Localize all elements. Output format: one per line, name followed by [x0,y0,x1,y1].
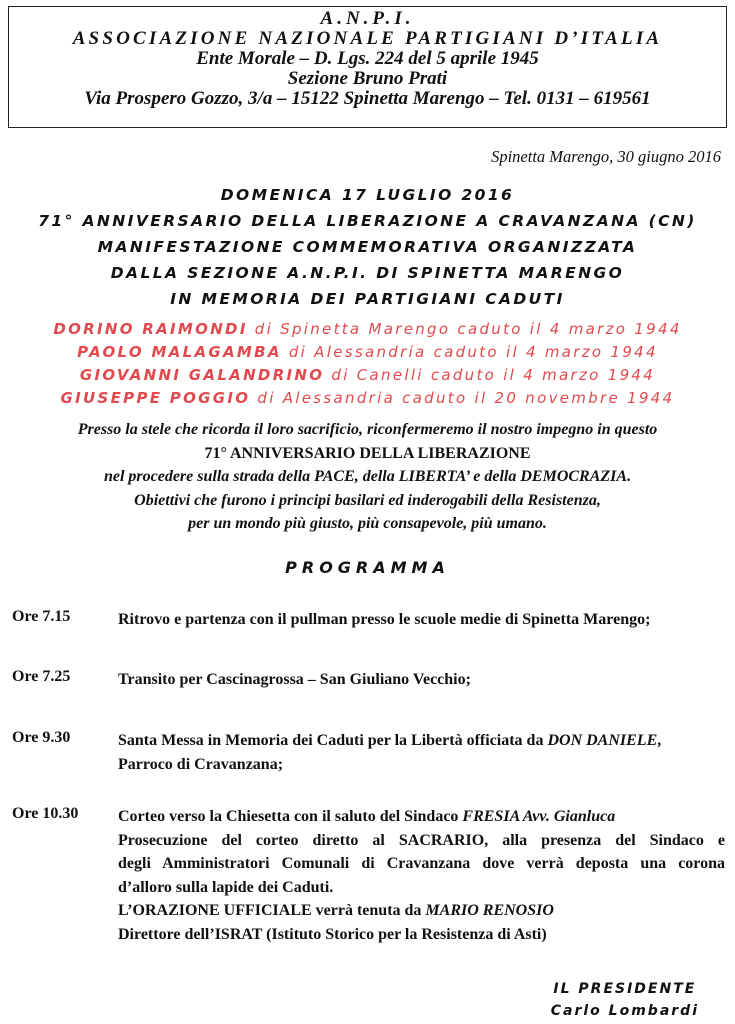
program-line: Prosecuzione del corteo diretto al SACRARIO, alla presenza del Sindaco e [118,831,725,849]
program-description [118,668,725,692]
signature-role: IL PRESIDENTE [553,981,697,997]
program-line: Parroco di Cravanzana; [118,755,284,773]
fallen-detail: di Canelli caduto il 4 marzo 1944 [324,366,656,384]
program-text: Corteo verso la Chiesetta con il saluto del Sindaco [118,808,463,825]
program-text: Santa Messa in Memoria dei Caduti per la Libertà officiata da [118,732,548,749]
program-line [118,805,725,829]
date-line: Spinetta Marengo, 30 giugno 2016 [491,147,721,166]
title-line: DOMENICA 17 LUGLIO 2016 [220,186,515,204]
program-line [118,729,725,753]
fallen-partisans-list [0,318,735,410]
program-time: Ore 10.30 [12,805,79,822]
title-line: MANIFESTAZIONE COMMEMORATIVA ORGANIZZATA [97,238,638,256]
fallen-detail: di Alessandria caduto il 4 marzo 1944 [281,343,658,361]
speaker-name: MARIO RENOSIO [425,902,554,919]
program-text: Ritrovo e partenza con il pullman presso le scuole medie di Spinetta Marengo; [118,611,651,628]
intro-paragraph [0,418,735,536]
program-line: d’alloro sulla lapide dei Caduti. [118,878,334,896]
fallen-name: PAOLO MALAGAMBA [77,343,282,361]
signature-name: Carlo Lombardi [550,1003,699,1019]
program-description [118,608,725,632]
program-description [118,729,725,776]
org-short: A.N.P.I. [320,8,415,29]
legal-status: Ente Morale – D. Lgs. 224 del 5 aprile 1945 [196,48,539,69]
intro-line: nel procedere sulla strada della PACE, della LIBERTA’ e della DEMOCRAZIA. [103,468,632,485]
program-time: Ore 7.15 [12,608,71,625]
fallen-name: DORINO RAIMONDI [53,320,248,338]
letterhead-box [8,6,727,128]
program-text: Transito per Cascinagrossa – San Giuliano Vecchio; [118,671,471,688]
fallen-name: GIOVANNI GALANDRINO [79,366,325,384]
fallen-name: GIUSEPPE POGGIO [60,389,251,407]
program-time: Ore 7.25 [12,668,71,685]
org-address: Via Prospero Gozzo, 3/a – 15122 Spinetta Marengo – Tel. 0131 – 619561 [84,88,651,109]
program-heading: PROGRAMMA [285,558,450,577]
org-full-name: ASSOCIAZIONE NAZIONALE PARTIGIANI D’ITALIA [72,28,663,49]
program-line [118,899,725,923]
program-time: Ore 9.30 [12,729,71,746]
intro-line: Obiettivi che furono i principi basilari ed inderogabili della Resistenza, [134,491,601,509]
signature-block [551,978,699,1022]
title-line: 71° ANNIVERSARIO DELLA LIBERAZIONE A CRAVANZANA (CN) [38,212,697,230]
fallen-entry [0,318,735,341]
mayor-name: FRESIA Avv. Gianluca [462,808,616,825]
program-text: , [657,732,662,749]
fallen-entry [0,364,735,387]
priest-name: DON DANIELE [547,732,658,749]
intro-line: Presso la stele che ricorda il loro sacrificio, riconfermeremo il nostro impegno in questo [77,421,658,438]
section-name: Sezione Bruno Prati [287,68,448,89]
title-line: DALLA SEZIONE A.N.P.I. DI SPINETTA MARENGO [110,264,625,282]
fallen-detail: di Spinetta Marengo caduto il 4 marzo 1944 [247,320,682,338]
program-description [118,805,725,946]
intro-line: per un mondo più giusto, più consapevole, più umano. [188,515,547,532]
event-title [0,182,735,312]
program-line: Direttore dell’ISRAT (Istituto Storico per la Resistenza di Asti) [118,925,547,943]
fallen-entry [0,387,735,410]
fallen-detail: di Alessandria caduto il 20 novembre 1944 [250,389,675,407]
program-line: degli Amministratori Comunali di Cravanzana dove verrà deposta una corona [118,855,725,872]
title-line: IN MEMORIA DEI PARTIGIANI CADUTI [170,290,565,308]
program-text: L’ORAZIONE UFFICIALE verrà tenuta da [118,902,426,919]
intro-line: 71° ANNIVERSARIO DELLA LIBERAZIONE [204,444,531,462]
fallen-entry [0,341,735,364]
